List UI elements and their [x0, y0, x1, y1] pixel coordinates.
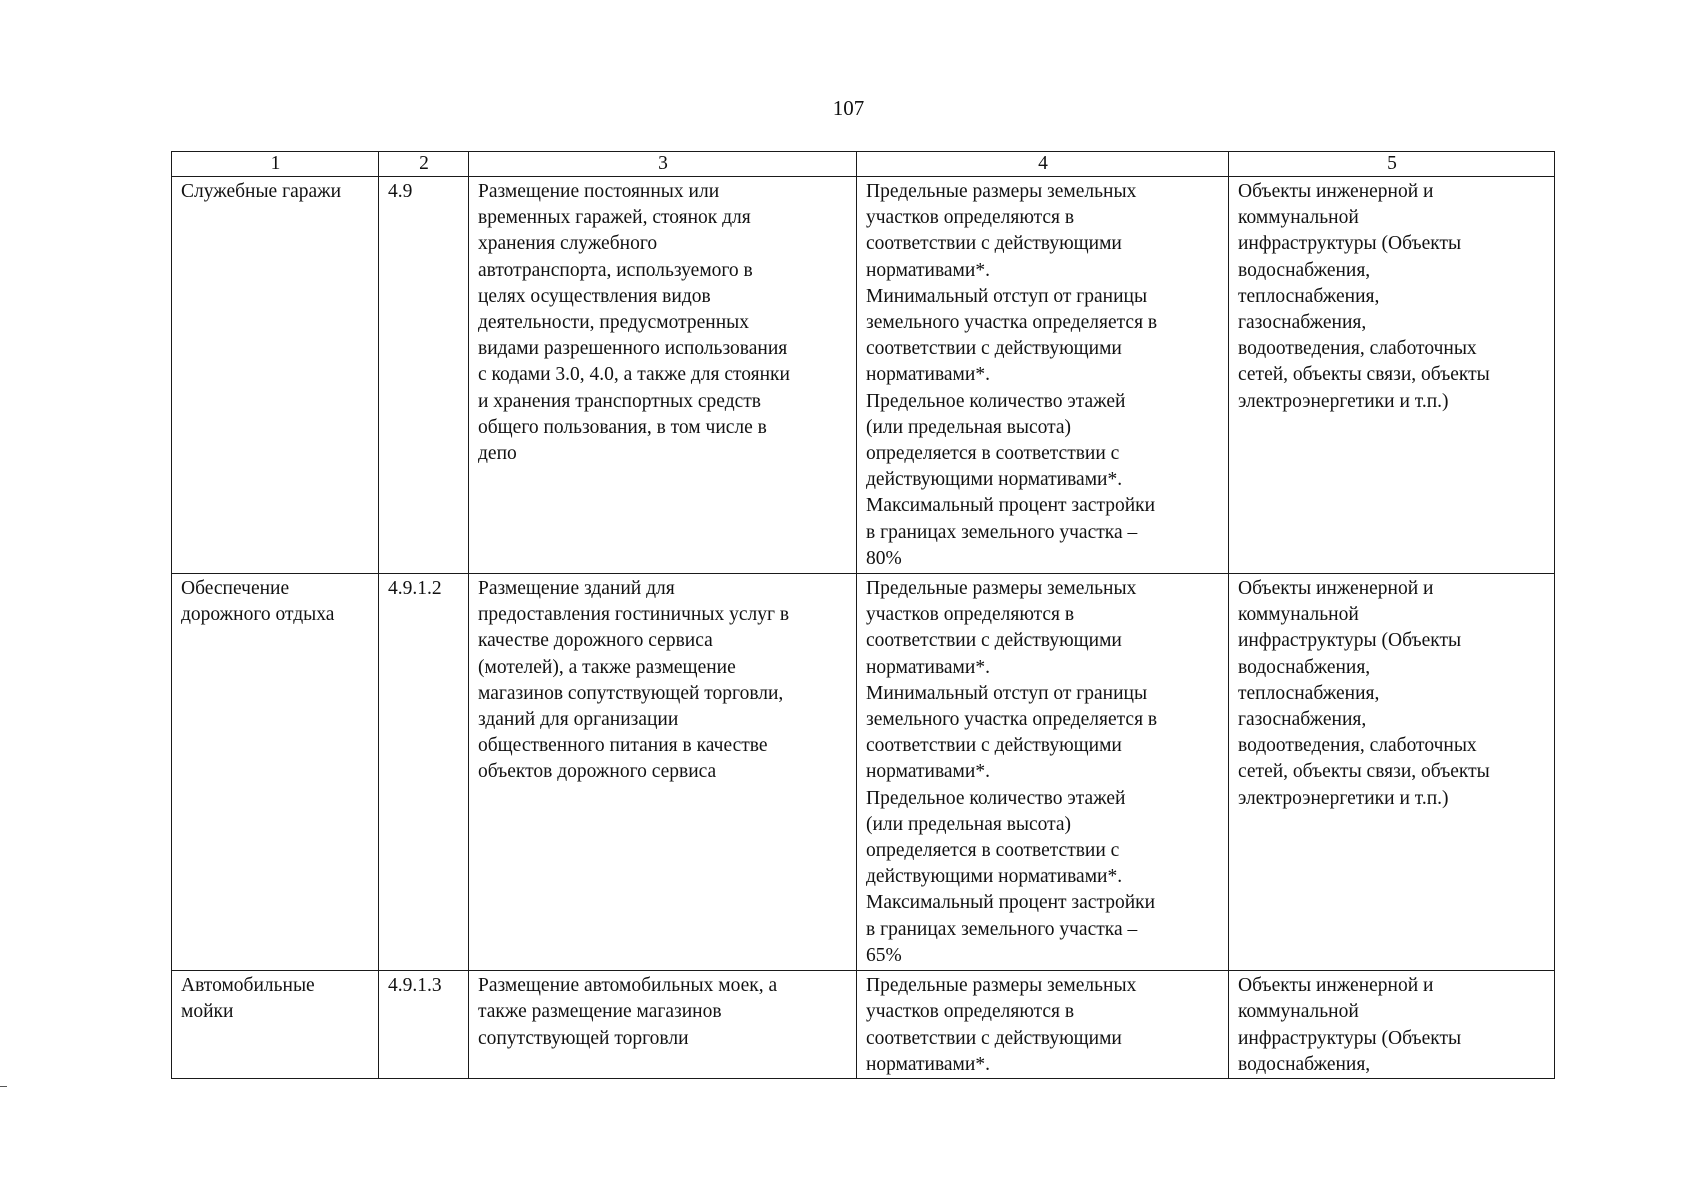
land-use-name-cell: [172, 971, 379, 1079]
description-cell: [469, 971, 857, 1079]
description-text: Размещение постоянных или временных гаражей, стоянок для хранения служебного автотранспорта, используемого в целях осуществления видов деятельности, предусмотренных видами разрешенного использования с кодами 3.0, 4.0, а также для стоянки и хранения транспортных средств общего пользования, в том числе в депо: [478, 181, 790, 465]
land-use-code: 4.9.1.3: [388, 975, 442, 997]
objects-cell: [1229, 574, 1555, 971]
description-text: Размещение зданий для предоставления гостиничных услуг в качестве дорожного сервиса (мотелей), а также размещение магазинов сопутствующей торговли, зданий для организации общественного питания в качестве объектов дорожного сервиса: [478, 578, 790, 783]
land-use-code-cell: [379, 574, 469, 971]
column-header: 3: [469, 152, 857, 177]
parameters-cell: [857, 177, 1229, 574]
land-use-name-cell: [172, 177, 379, 574]
column-header: 1: [172, 152, 379, 177]
land-use-code: 4.9.1.2: [388, 578, 442, 600]
objects-cell: [1229, 971, 1555, 1079]
objects-text: Объекты инженерной и коммунальной инфраструктуры (Объекты водоснабжения, теплоснабжения, газоснабжения, водоотведения, слаботочных сетей, объекты связи, объекты электроэнергетики и т.п.): [1238, 578, 1490, 809]
parameters-text: Предельные размеры земельных участков определяются в соответствии с действующими нормативами*.: [866, 975, 1137, 1075]
land-use-table: [171, 151, 1555, 1079]
table-row: [172, 971, 1555, 1079]
parameters-text: Предельные размеры земельных участков определяются в соответствии с действующими нормативами*. Минимальный отступ от границы земельного участка определяется в соответствии с действующими нормативами*. Предельное количество этажей (или предельная высота) определяется в соответствии с действующими нормативами*. Максимальный процент застройки в границах земельного участка – 65%: [866, 578, 1158, 966]
land-use-name-cell: [172, 574, 379, 971]
land-use-code: 4.9: [388, 181, 413, 202]
page-number: 107: [832, 96, 865, 120]
land-use-code-cell: [379, 971, 469, 1079]
land-use-name: Служебные гаражи: [181, 181, 342, 202]
objects-text: Объекты инженерной и коммунальной инфраструктуры (Объекты водоснабжения,: [1238, 975, 1462, 1075]
table-header-row: [172, 152, 1555, 177]
table-row: [172, 177, 1555, 574]
objects-cell: [1229, 177, 1555, 574]
parameters-cell: [857, 574, 1229, 971]
column-header: 2: [379, 152, 469, 177]
land-use-name: Автомобильные мойки: [181, 975, 315, 1023]
land-use-name: Обеспечение дорожного отдыха: [181, 578, 335, 626]
description-text: Размещение автомобильных моек, а также размещение магазинов сопутствующей торговли: [478, 975, 778, 1049]
parameters-text: Предельные размеры земельных участков определяются в соответствии с действующими нормативами*. Минимальный отступ от границы земельного участка определяется в соответствии с действующими нормативами*. Предельное количество этажей (или предельная высота) определяется в соответствии с действующими нормативами*. Максимальный процент застройки в границах земельного участка – 80%: [866, 181, 1158, 569]
description-cell: [469, 574, 857, 971]
table-row: [172, 574, 1555, 971]
scan-edge-mark: [0, 1086, 7, 1087]
description-cell: [469, 177, 857, 574]
parameters-cell: [857, 971, 1229, 1079]
column-header: 4: [857, 152, 1229, 177]
land-use-code-cell: [379, 177, 469, 574]
column-header: 5: [1229, 152, 1555, 177]
objects-text: Объекты инженерной и коммунальной инфраструктуры (Объекты водоснабжения, теплоснабжения, газоснабжения, водоотведения, слаботочных сетей, объекты связи, объекты электроэнергетики и т.п.): [1238, 181, 1490, 412]
